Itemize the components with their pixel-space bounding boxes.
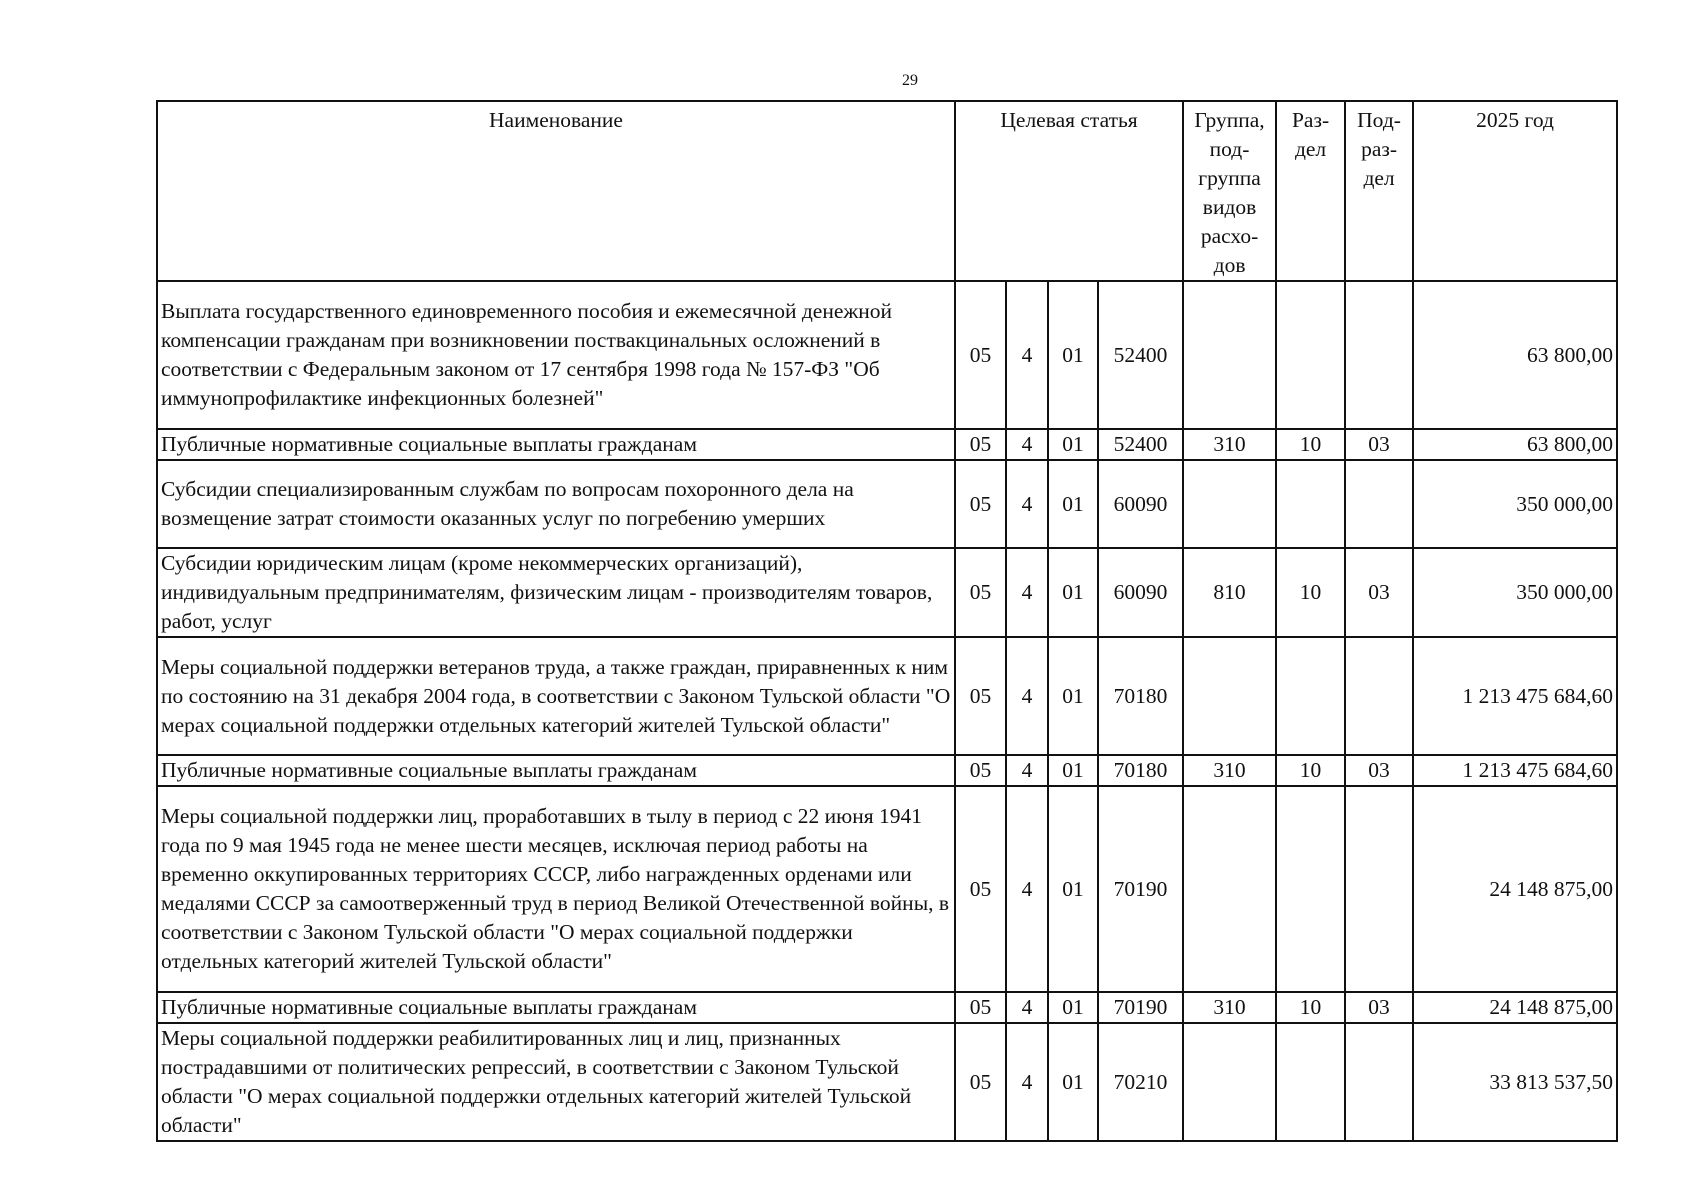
row-code-subprogram: 4 xyxy=(1006,755,1048,786)
header-target-article: Целевая статья xyxy=(955,101,1183,281)
row-name: Публичные нормативные социальные выплаты гражданам xyxy=(157,429,955,460)
row-code-direction: 70180 xyxy=(1098,637,1183,755)
row-code-program: 05 xyxy=(955,755,1006,786)
row-subsection: 03 xyxy=(1345,755,1413,786)
row-code-subprogram: 4 xyxy=(1006,548,1048,637)
table-row xyxy=(157,429,1617,460)
row-expense-group: 310 xyxy=(1183,429,1276,460)
row-section: 10 xyxy=(1276,429,1345,460)
header-year: 2025 год xyxy=(1413,101,1617,281)
table-row xyxy=(157,548,1617,637)
row-name: Меры социальной поддержки лиц, проработавших в тылу в период с 22 июня 1941 года по 9 мая 1945 года не менее шести месяцев, исключая период работы на временно оккупированных территориях СССР, либо награжденных орденами или медалями СССР за самоотверженный труд в период Великой Отечественной войны, в соответствии с Законом Тульской области "О мерах социальной поддержки отдельных категорий жителей Тульской области" xyxy=(157,786,955,992)
row-code-program: 05 xyxy=(955,992,1006,1023)
row-expense-group xyxy=(1183,637,1276,755)
row-amount: 33 813 537,50 xyxy=(1413,1023,1617,1141)
row-code-subprogram: 4 xyxy=(1006,429,1048,460)
row-section: 10 xyxy=(1276,992,1345,1023)
row-code-direction: 70210 xyxy=(1098,1023,1183,1141)
row-code-program: 05 xyxy=(955,786,1006,992)
page-number: 29 xyxy=(902,72,918,89)
row-code-subprogram: 4 xyxy=(1006,460,1048,548)
table-row xyxy=(157,786,1617,992)
row-subsection: 03 xyxy=(1345,548,1413,637)
row-amount: 350 000,00 xyxy=(1413,548,1617,637)
row-section: 10 xyxy=(1276,548,1345,637)
row-code-direction: 70190 xyxy=(1098,992,1183,1023)
row-name: Публичные нормативные социальные выплаты гражданам xyxy=(157,992,955,1023)
row-code-program: 05 xyxy=(955,637,1006,755)
row-code-event: 01 xyxy=(1048,429,1098,460)
row-subsection: 03 xyxy=(1345,429,1413,460)
row-subsection xyxy=(1345,281,1413,429)
row-code-direction: 52400 xyxy=(1098,429,1183,460)
row-code-event: 01 xyxy=(1048,460,1098,548)
row-amount: 63 800,00 xyxy=(1413,429,1617,460)
row-code-subprogram: 4 xyxy=(1006,1023,1048,1141)
header-section: Раз-дел xyxy=(1276,101,1345,281)
row-name: Меры социальной поддержки реабилитированных лиц и лиц, признанных пострадавшими от политических репрессий, в соответствии с Законом Тульской области "О мерах социальной поддержки отдельных категорий жителей Тульской области" xyxy=(157,1023,955,1141)
row-code-program: 05 xyxy=(955,548,1006,637)
row-expense-group: 810 xyxy=(1183,548,1276,637)
row-section xyxy=(1276,281,1345,429)
row-amount: 1 213 475 684,60 xyxy=(1413,637,1617,755)
row-name: Субсидии специализированным службам по вопросам похоронного дела на возмещение затрат стоимости оказанных услуг по погребению умерших xyxy=(157,460,955,548)
row-code-subprogram: 4 xyxy=(1006,786,1048,992)
row-code-program: 05 xyxy=(955,429,1006,460)
row-amount: 1 213 475 684,60 xyxy=(1413,755,1617,786)
row-code-subprogram: 4 xyxy=(1006,281,1048,429)
header-subsection: Под-раз-дел xyxy=(1345,101,1413,281)
row-amount: 63 800,00 xyxy=(1413,281,1617,429)
row-code-direction: 60090 xyxy=(1098,548,1183,637)
row-code-subprogram: 4 xyxy=(1006,637,1048,755)
row-code-direction: 70190 xyxy=(1098,786,1183,992)
row-name: Выплата государственного единовременного пособия и ежемесячной денежной компенсации гражданам при возникновении поствакцинальных осложнений в соответствии с Федеральным законом от 17 сентября 1998 года № 157-ФЗ "Об иммунопрофилактике инфекционных болезней" xyxy=(157,281,955,429)
header-name: Наименование xyxy=(157,101,955,281)
row-code-event: 01 xyxy=(1048,637,1098,755)
row-code-event: 01 xyxy=(1048,786,1098,992)
row-section xyxy=(1276,460,1345,548)
row-subsection xyxy=(1345,637,1413,755)
row-code-program: 05 xyxy=(955,281,1006,429)
row-amount: 24 148 875,00 xyxy=(1413,992,1617,1023)
row-section xyxy=(1276,1023,1345,1141)
row-subsection xyxy=(1345,1023,1413,1141)
table-row xyxy=(157,281,1617,429)
row-name: Меры социальной поддержки ветеранов труда, а также граждан, приравненных к ним по состоянию на 31 декабря 2004 года, в соответствии с Законом Тульской области "О мерах социальной поддержки отдельных категорий жителей Тульской области" xyxy=(157,637,955,755)
table-row xyxy=(157,637,1617,755)
row-code-event: 01 xyxy=(1048,1023,1098,1141)
row-section xyxy=(1276,786,1345,992)
row-section xyxy=(1276,637,1345,755)
row-code-direction: 70180 xyxy=(1098,755,1183,786)
row-amount: 350 000,00 xyxy=(1413,460,1617,548)
row-code-direction: 52400 xyxy=(1098,281,1183,429)
row-subsection: 03 xyxy=(1345,992,1413,1023)
row-section: 10 xyxy=(1276,755,1345,786)
row-code-event: 01 xyxy=(1048,992,1098,1023)
row-expense-group: 310 xyxy=(1183,992,1276,1023)
row-code-event: 01 xyxy=(1048,755,1098,786)
row-code-program: 05 xyxy=(955,460,1006,548)
row-expense-group xyxy=(1183,786,1276,992)
row-code-direction: 60090 xyxy=(1098,460,1183,548)
row-expense-group: 310 xyxy=(1183,755,1276,786)
row-name: Публичные нормативные социальные выплаты гражданам xyxy=(157,755,955,786)
row-amount: 24 148 875,00 xyxy=(1413,786,1617,992)
row-code-program: 05 xyxy=(955,1023,1006,1141)
header-expense-group: Группа, под-группа видов расхо-дов xyxy=(1183,101,1276,281)
table-row xyxy=(157,755,1617,786)
row-code-event: 01 xyxy=(1048,281,1098,429)
row-expense-group xyxy=(1183,460,1276,548)
budget-table xyxy=(156,100,1618,1142)
row-expense-group xyxy=(1183,281,1276,429)
row-subsection xyxy=(1345,460,1413,548)
table-row xyxy=(157,460,1617,548)
table-header-row xyxy=(157,101,1617,281)
row-expense-group xyxy=(1183,1023,1276,1141)
table-row xyxy=(157,1023,1617,1141)
row-name: Субсидии юридическим лицам (кроме некоммерческих организаций), индивидуальным предпринимателям, физическим лицам - производителям товаров, работ, услуг xyxy=(157,548,955,637)
row-code-subprogram: 4 xyxy=(1006,992,1048,1023)
table-row xyxy=(157,992,1617,1023)
row-code-event: 01 xyxy=(1048,548,1098,637)
row-subsection xyxy=(1345,786,1413,992)
